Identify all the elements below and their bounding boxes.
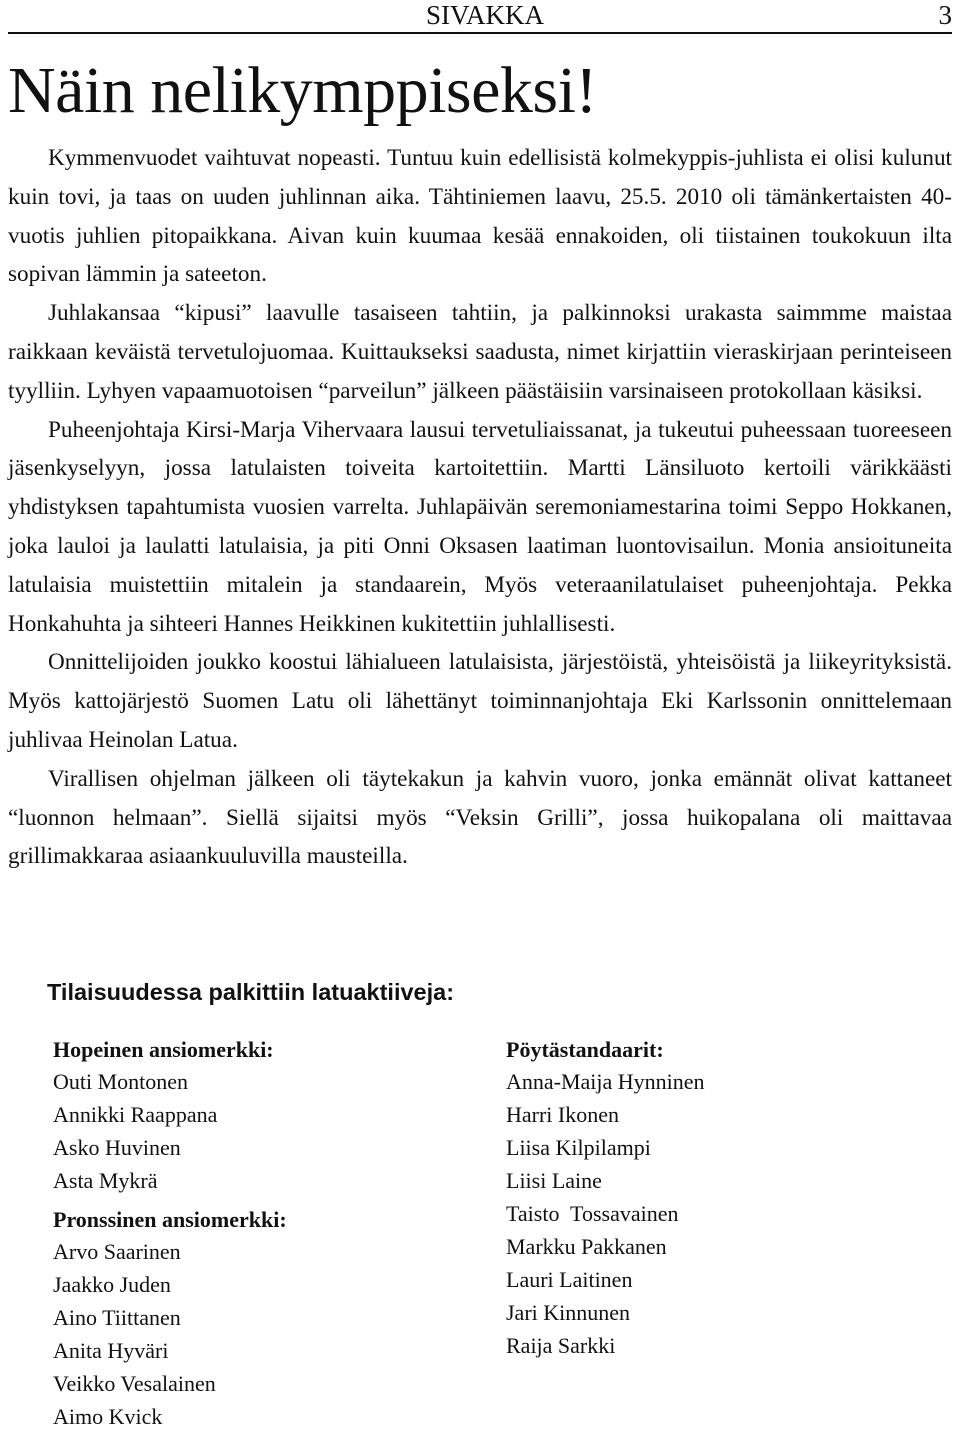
paragraph: Virallisen ohjelman jälkeen oli täytekakun ja kahvin vuoro, jonka emännät olivat kattaneet “luonnon helmaan”. Siellä sijaitsi myös “Veksin Grilli”, jossa huikopalana oli maittavaa grillimakkaraa asiaankuuluvilla mausteilla. [8, 765, 952, 870]
list-item: Lauri Laitinen [506, 1267, 633, 1292]
list-item: Veikko Vesalainen [53, 1371, 216, 1396]
list-item: Arvo Saarinen [53, 1239, 181, 1264]
bronze-award-title: Pronssinen ansiomerkki: [53, 1207, 287, 1232]
silver-award-list [53, 1065, 433, 1197]
page-number: 3 [938, 0, 952, 30]
awards-right-column [506, 1035, 926, 1362]
list-item: Aimo Kvick [53, 1404, 163, 1429]
table-standards-list [506, 1065, 926, 1362]
bronze-award-list [53, 1235, 433, 1433]
list-item: Asko Huvinen [53, 1135, 181, 1160]
list-item: Liisi Laine [506, 1168, 602, 1193]
list-item: Aino Tiittanen [53, 1305, 181, 1330]
bronze-award-group [53, 1205, 433, 1433]
list-item: Taisto Tossavainen [506, 1201, 679, 1226]
awards-heading: Tilaisuudessa palkittiin latuaktiiveja: [47, 979, 455, 1005]
list-item: Anna-Maija Hynninen [506, 1069, 705, 1094]
list-item: Outi Montonen [53, 1069, 189, 1094]
list-item: Jari Kinnunen [506, 1300, 631, 1325]
silver-award-group [53, 1035, 433, 1197]
list-item: Asta Mykrä [53, 1168, 158, 1193]
article-title: Näin nelikymppiseksi! [8, 54, 597, 127]
table-standards-title: Pöytästandaarit: [506, 1037, 664, 1062]
publication-name: SIVAKKA [426, 0, 545, 30]
list-item: Annikki Raappana [53, 1102, 218, 1127]
list-item: Anita Hyväri [53, 1338, 169, 1363]
list-item: Markku Pakkanen [506, 1234, 667, 1259]
list-item: Jaakko Juden [53, 1272, 171, 1297]
paragraph: Onnittelijoiden joukko koostui lähialueen latulaisista, järjestöistä, yhteisöistä ja liikeyrityksistä. Myös kattojärjestö Suomen Latu oli lähettänyt toiminnanjohtaja Eki Karlssonin onnittelemaan juhlivaa Heinolan Latua. [8, 649, 952, 753]
list-item: Raija Sarkki [506, 1333, 616, 1358]
silver-award-title: Hopeinen ansiomerkki: [53, 1037, 274, 1062]
list-item: Liisa Kilpilampi [506, 1135, 651, 1160]
page-header [8, 0, 952, 34]
list-item: Harri Ikonen [506, 1102, 620, 1127]
paragraph: Kymmenvuodet vaihtuvat nopeasti. Tuntuu kuin edellisistä kolmekyppis-juhlista ei olisi kulunut kuin tovi, ja taas on uuden juhlinnan aika. Tähtiniemen laavu, 25.5. 2010 oli tämänkertaisten 40-vuotis juhlien pitopaikkana. Aivan kuin kuumaa kesää ennakoiden, oli tiistainen toukokuun ilta sopivan lämmin ja sateeton. [8, 145, 952, 288]
paragraph: Juhlakansaa “kipusi” laavulle tasaiseen tahtiin, ja palkinnoksi urakasta saimmme maistaa raikkaan keväistä tervetulojuomaa. Kuittaukseksi saadusta, nimet kirjattiin vieraskirjaan perinteiseen tyylliin. Lyhyen vapaamuotoisen “parveilun” jälkeen päästäisiin varsinaiseen protokollaan käsiksi. [8, 300, 952, 404]
table-standards-group [506, 1035, 926, 1362]
paragraph: Puheenjohtaja Kirsi-Marja Vihervaara lausui tervetuliaissanat, ja tukeutui puheessaan tuoreeseen jäsenkyselyyn, jossa latulaisten toiveita kartoitettiin. Martti Länsiluoto kertoili värikkäästi yhdistyksen tapahtumista vuosien varrelta. Juhlapäivän seremoniamestarina toimi Seppo Hokkanen, joka lauloi ja laulatti latulaisia, ja piti Onni Oksasen laatiman luontovisailun. Monia ansioituneita latulaisia muistettiin mitalein ja standaarein, Myös veteraanilatulaiset puheenjohtaja. Pekka Honkahuhta ja sihteeri Hannes Heikkinen kukitettiin juhlallisesti. [8, 416, 952, 637]
article-body [8, 139, 952, 876]
awards-left-column [53, 1035, 433, 1433]
